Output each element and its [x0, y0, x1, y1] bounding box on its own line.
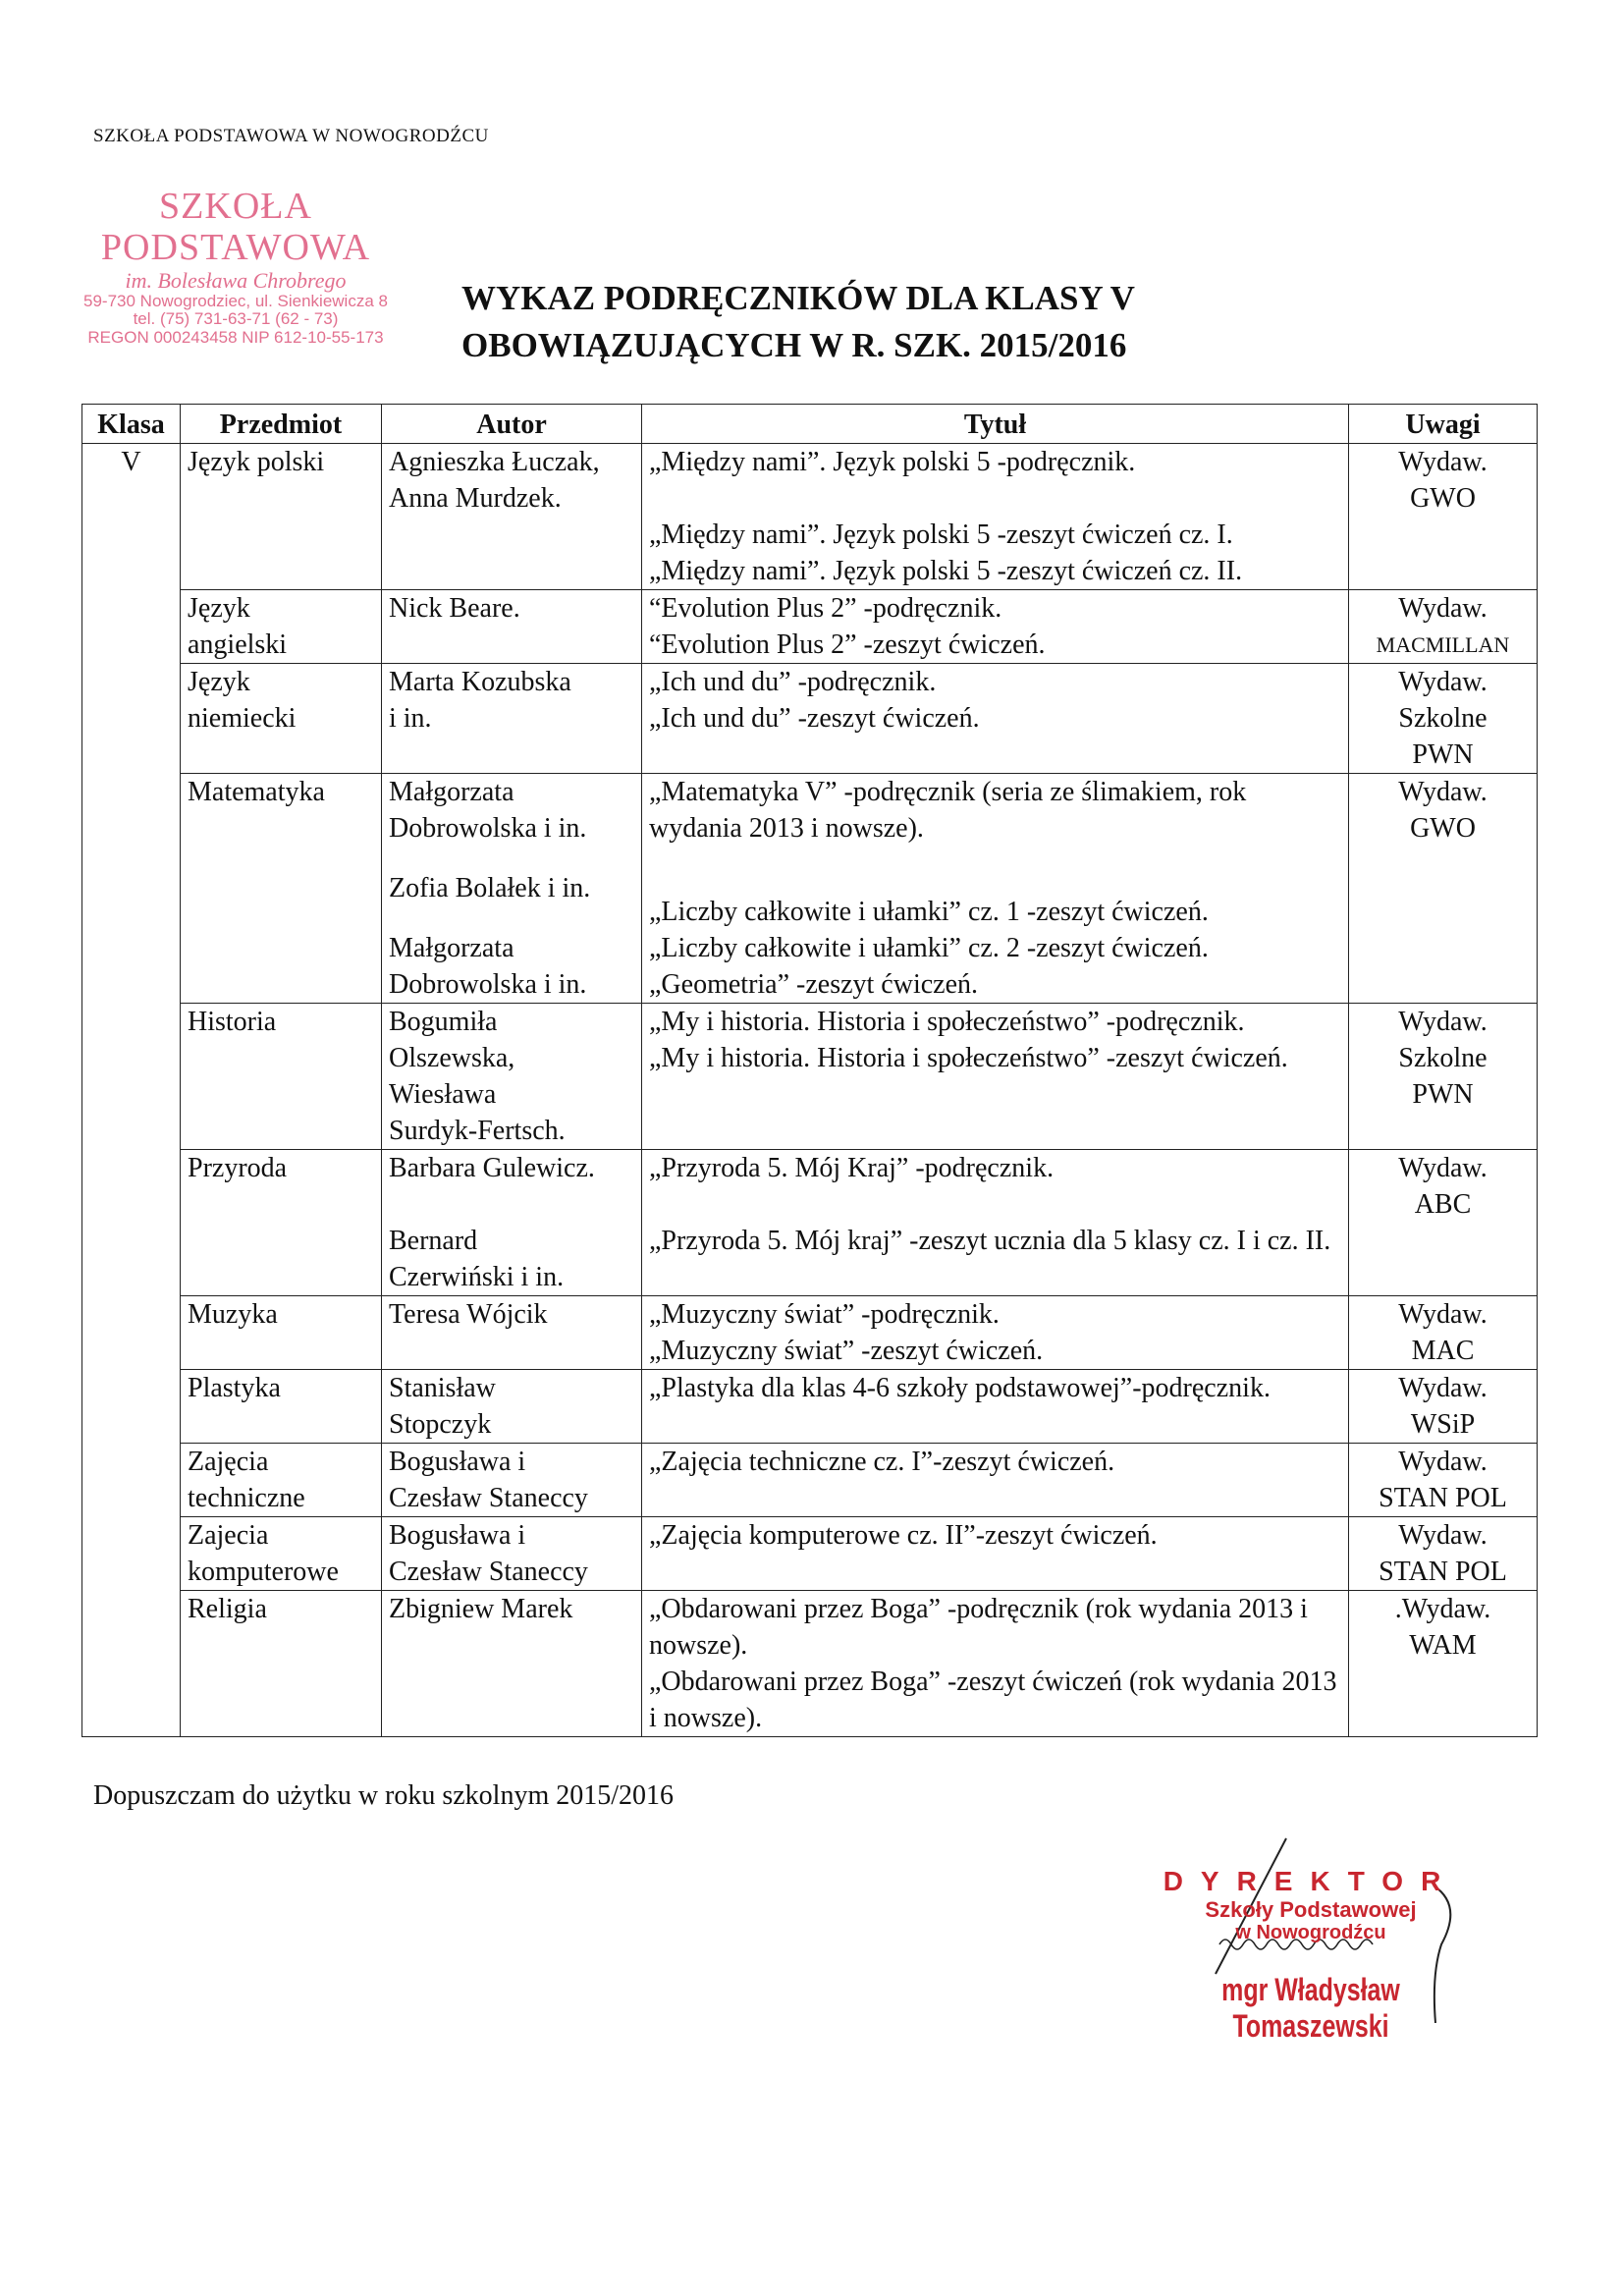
table-row	[82, 590, 1538, 664]
autor-cell: Agnieszka Łuczak, Anna Murdzek.	[382, 444, 642, 590]
autor-cell: Teresa Wójcik	[382, 1296, 642, 1370]
przedmiot-cell: Historia	[181, 1004, 382, 1150]
autor-text: Bernard Czerwiński i in.	[389, 1226, 565, 1292]
przedmiot-cell: Zajęcia techniczne	[181, 1444, 382, 1517]
autor-cell: Marta Kozubska i in.	[382, 664, 642, 774]
autor-cell	[382, 774, 642, 1004]
stamp-line: DYREKTOR	[1163, 1866, 1459, 1896]
autor-text: Małgorzata Dobrowolska i in.	[389, 777, 587, 844]
uwagi-cell	[1349, 590, 1538, 664]
uwagi-cell: Wydaw. Szkolne PWN	[1349, 1004, 1538, 1150]
stamp-line: Szkoły Podstawowej	[1205, 1897, 1417, 1923]
przedmiot-cell: Plastyka	[181, 1370, 382, 1444]
autor-cell: Bogusława i Czesław Staneccy	[382, 1517, 642, 1591]
tytul-text: „Przyroda 5. Mój kraj” -zeszyt ucznia dla 5 klasy cz. I i cz. II.	[649, 1226, 1331, 1256]
stamp-line: im. Bolesława Chrobrego	[125, 267, 347, 293]
tytul-text: „Między nami”. Język polski 5 -zeszyt ćwiczeń cz. I. „Między nami”. Język polski 5 -zeszyt ćwiczeń cz. II.	[649, 519, 1243, 586]
autor-cell: Nick Beare.	[382, 590, 642, 664]
autor-cell: Bogusława i Czesław Staneccy	[382, 1444, 642, 1517]
tytul-cell: „Zajęcia techniczne cz. I”-zeszyt ćwiczeń.	[642, 1444, 1349, 1517]
director-stamp	[1134, 1866, 1488, 2045]
title-line: OBOWIĄZUJĄCYCH W R. SZK. 2015/2016	[461, 326, 1127, 364]
uwagi-cell: Wydaw. GWO	[1349, 774, 1538, 1004]
uwagi-cell: Wydaw. STAN POL	[1349, 1444, 1538, 1517]
autor-cell: Bogumiła Olszewska, Wiesława Surdyk-Fertsch.	[382, 1004, 642, 1150]
przedmiot-cell: Matematyka	[181, 774, 382, 1004]
stamp-line: tel. (75) 731-63-71 (62 - 73)	[133, 309, 339, 329]
uwagi-cell: Wydaw. WSiP	[1349, 1370, 1538, 1444]
klasa-cell: V	[82, 444, 181, 1737]
tytul-text: „Między nami”. Język polski 5 -podręcznik.	[649, 447, 1136, 477]
table-row	[82, 1370, 1538, 1444]
uwagi-cell: Wydaw. Szkolne PWN	[1349, 664, 1538, 774]
school-header: SZKOŁA PODSTAWOWA W NOWOGRODŹCU	[93, 126, 489, 146]
table-row	[82, 444, 1538, 590]
stamp-line: w Nowogrodźcu	[1235, 1922, 1386, 1944]
tytul-cell: “Evolution Plus 2” -podręcznik. “Evolution Plus 2” -zeszyt ćwiczeń.	[642, 590, 1349, 664]
uwagi-cell: .Wydaw. WAM	[1349, 1591, 1538, 1737]
tytul-cell	[642, 1150, 1349, 1296]
tytul-cell	[642, 444, 1349, 590]
table-row	[82, 774, 1538, 1004]
tytul-cell: „My i historia. Historia i społeczeństwo” -podręcznik. „My i historia. Historia i społeczeństwo” -zeszyt ćwiczeń.	[642, 1004, 1349, 1150]
stamp-line: REGON 000243458 NIP 612-10-55-173	[87, 328, 384, 348]
przedmiot-cell: Religia	[181, 1591, 382, 1737]
header-cell: Klasa	[82, 405, 181, 444]
table-row	[82, 664, 1538, 774]
przedmiot-cell: Przyroda	[181, 1150, 382, 1296]
tytul-cell: „Obdarowani przez Boga” -podręcznik (rok wydania 2013 i nowsze). „Obdarowani przez Boga” -zeszyt ćwiczeń (rok wydania 2013 i nowsze).	[642, 1591, 1349, 1737]
tytul-cell: „Muzyczny świat” -podręcznik. „Muzyczny świat” -zeszyt ćwiczeń.	[642, 1296, 1349, 1370]
document-title	[461, 275, 1135, 369]
table-row	[82, 1444, 1538, 1517]
table-header-row	[82, 405, 1538, 444]
autor-cell: Zbigniew Marek	[382, 1591, 642, 1737]
przedmiot-cell: Zajecia komputerowe	[181, 1517, 382, 1591]
table-row	[82, 1296, 1538, 1370]
textbook-table	[81, 404, 1538, 1737]
autor-cell: Stanisław Stopczyk	[382, 1370, 642, 1444]
przedmiot-cell: Język angielski	[181, 590, 382, 664]
stamp-line: 59-730 Nowogrodziec, ul. Sienkiewicza 8	[83, 291, 388, 310]
przedmiot-cell: Język niemiecki	[181, 664, 382, 774]
tytul-cell: „Ich und du” -podręcznik. „Ich und du” -zeszyt ćwiczeń.	[642, 664, 1349, 774]
header-cell: Uwagi	[1349, 405, 1538, 444]
przedmiot-cell: Muzyka	[181, 1296, 382, 1370]
uwagi-cell: Wydaw. STAN POL	[1349, 1517, 1538, 1591]
school-stamp	[39, 187, 432, 348]
header-cell: Autor	[382, 405, 642, 444]
table-row	[82, 1150, 1538, 1296]
uwagi-text: MACMILLAN	[1376, 632, 1510, 657]
table-row	[82, 1517, 1538, 1591]
tytul-text: „Liczby całkowite i ułamki” cz. 1 -zeszyt ćwiczeń. „Liczby całkowite i ułamki” cz. 2 -zeszyt ćwiczeń. „Geometria” -zeszyt ćwiczeń.	[649, 897, 1209, 1000]
approval-text: Dopuszczam do użytku w roku szkolnym 2015/2016	[93, 1780, 675, 1811]
przedmiot-cell: Język polski	[181, 444, 382, 590]
autor-text: Zofia Bolałek i in.	[389, 873, 591, 903]
table-row	[82, 1004, 1538, 1150]
header-cell: Przedmiot	[181, 405, 382, 444]
autor-cell	[382, 1150, 642, 1296]
tytul-cell: „Zajęcia komputerowe cz. II”-zeszyt ćwiczeń.	[642, 1517, 1349, 1591]
uwagi-text: Wydaw.	[1398, 593, 1488, 624]
stamp-line: SZKOŁA PODSTAWOWA	[100, 186, 371, 268]
autor-text: Barbara Gulewicz.	[389, 1153, 595, 1183]
uwagi-cell: Wydaw. MAC	[1349, 1296, 1538, 1370]
tytul-text: „Matematyka V” -podręcznik (seria ze ślimakiem, rok wydania 2013 i nowsze).	[649, 777, 1247, 844]
stamp-line: mgr Władysław Tomaszewski	[1221, 1972, 1400, 2045]
title-line: WYKAZ PODRĘCZNIKÓW DLA KLASY V	[461, 279, 1135, 317]
header-cell: Tytuł	[642, 405, 1349, 444]
uwagi-cell: Wydaw. GWO	[1349, 444, 1538, 590]
tytul-text: „Przyroda 5. Mój Kraj” -podręcznik.	[649, 1153, 1055, 1183]
tytul-cell	[642, 774, 1349, 1004]
tytul-cell: „Plastyka dla klas 4-6 szkoły podstawowej”-podręcznik.	[642, 1370, 1349, 1444]
table-row	[82, 1591, 1538, 1737]
autor-text: Małgorzata Dobrowolska i in.	[389, 933, 587, 1000]
uwagi-cell: Wydaw. ABC	[1349, 1150, 1538, 1296]
